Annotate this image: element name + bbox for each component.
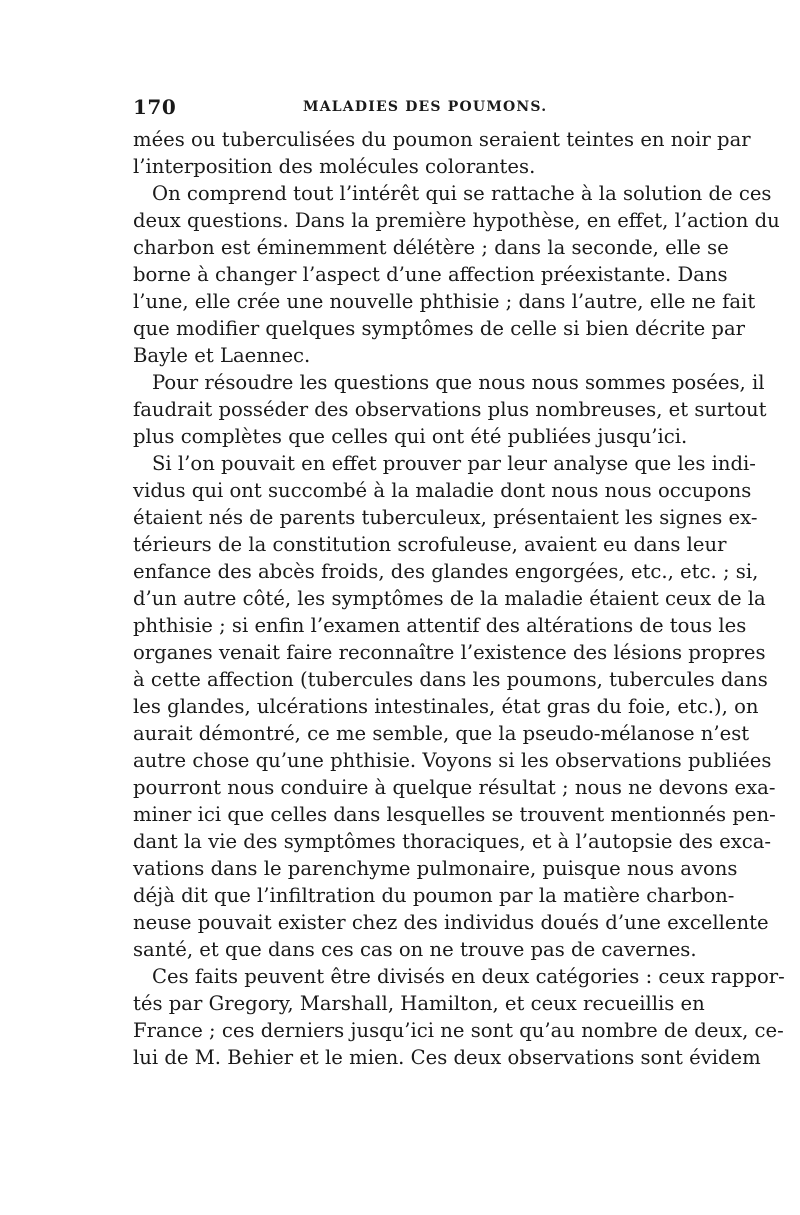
text-line: santé, et que dans ces cas on ne trouve pas de cavernes.: [133, 938, 697, 961]
text-line: l’interposition des molécules colorantes.: [133, 155, 536, 178]
text-line: à cette affection (tubercules dans les poumons, tubercules dans: [133, 668, 768, 691]
text-line: miner ici que celles dans lesquelles se trouvent mentionnés pen-: [133, 803, 776, 826]
text-line: pourront nous conduire à quelque résultat ; nous ne devons exa-: [133, 776, 776, 799]
text-line: d’un autre côté, les symptômes de la maladie étaient ceux de la: [133, 587, 766, 610]
text-line: vidus qui ont succombé à la maladie dont nous nous occupons: [133, 479, 752, 502]
text-line: que modifier quelques symptômes de celle si bien décrite par: [133, 317, 745, 340]
text-line: étaient nés de parents tuberculeux, présentaient les signes ex-: [133, 506, 758, 529]
text-line: borne à changer l’aspect d’une affection préexistante. Dans: [133, 263, 728, 286]
body-text: [133, 126, 785, 1071]
text-line: déjà dit que l’infiltration du poumon par la matière charbon-: [133, 884, 735, 907]
text-line: Si l’on pouvait en effet prouver par leur analyse que les indi-: [152, 452, 756, 475]
text-line: faudrait posséder des observations plus nombreuses, et surtout: [133, 398, 767, 421]
text-line: phthisie ; si enfin l’examen attentif des altérations de tous les: [133, 614, 747, 637]
text-line: vations dans le parenchyme pulmonaire, puisque nous avons: [133, 857, 738, 880]
text-line: Bayle et Laennec.: [133, 344, 311, 367]
text-line: l’une, elle crée une nouvelle phthisie ; dans l’autre, elle ne fait: [133, 290, 756, 313]
page-number: 170: [133, 95, 177, 119]
text-line: charbon est éminemment délétère ; dans la seconde, elle se: [133, 236, 729, 259]
text-line: mées ou tuberculisées du poumon seraient teintes en noir par: [133, 128, 751, 151]
running-title: MALADIES DES POUMONS.: [303, 99, 548, 115]
text-line: Ces faits peuvent être divisés en deux catégories : ceux rappor-: [152, 965, 785, 988]
text-line: les glandes, ulcérations intestinales, état gras du foie, etc.), on: [133, 695, 759, 718]
text-line: enfance des abcès froids, des glandes engorgées, etc., etc. ; si,: [133, 560, 759, 583]
text-line: aurait démontré, ce me semble, que la pseudo-mélanose n’est: [133, 722, 750, 745]
text-line: tés par Gregory, Marshall, Hamilton, et ceux recueillis en: [133, 992, 705, 1015]
text-line: On comprend tout l’intérêt qui se rattache à la solution de ces: [152, 182, 772, 205]
text-line: térieurs de la constitution scrofuleuse, avaient eu dans leur: [133, 533, 727, 556]
text-line: Pour résoudre les questions que nous nous sommes posées, il: [152, 371, 765, 394]
text-line: France ; ces derniers jusqu’ici ne sont qu’au nombre de deux, ce-: [133, 1019, 784, 1042]
text-line: autre chose qu’une phthisie. Voyons si les observations publiées: [133, 749, 772, 772]
text-line: neuse pouvait exister chez des individus doués d’une excellente: [133, 911, 769, 934]
text-line: organes venait faire reconnaître l’existence des lésions propres: [133, 641, 766, 664]
text-line: plus complètes que celles qui ont été publiées jusqu’ici.: [133, 425, 688, 448]
text-line: dant la vie des symptômes thoraciques, et à l’autopsie des exca-: [133, 830, 772, 853]
running-head: [133, 95, 673, 125]
text-line: lui de M. Behier et le mien. Ces deux observations sont évidem: [133, 1046, 761, 1069]
text-line: deux questions. Dans la première hypothèse, en effet, l’action du: [133, 209, 780, 232]
